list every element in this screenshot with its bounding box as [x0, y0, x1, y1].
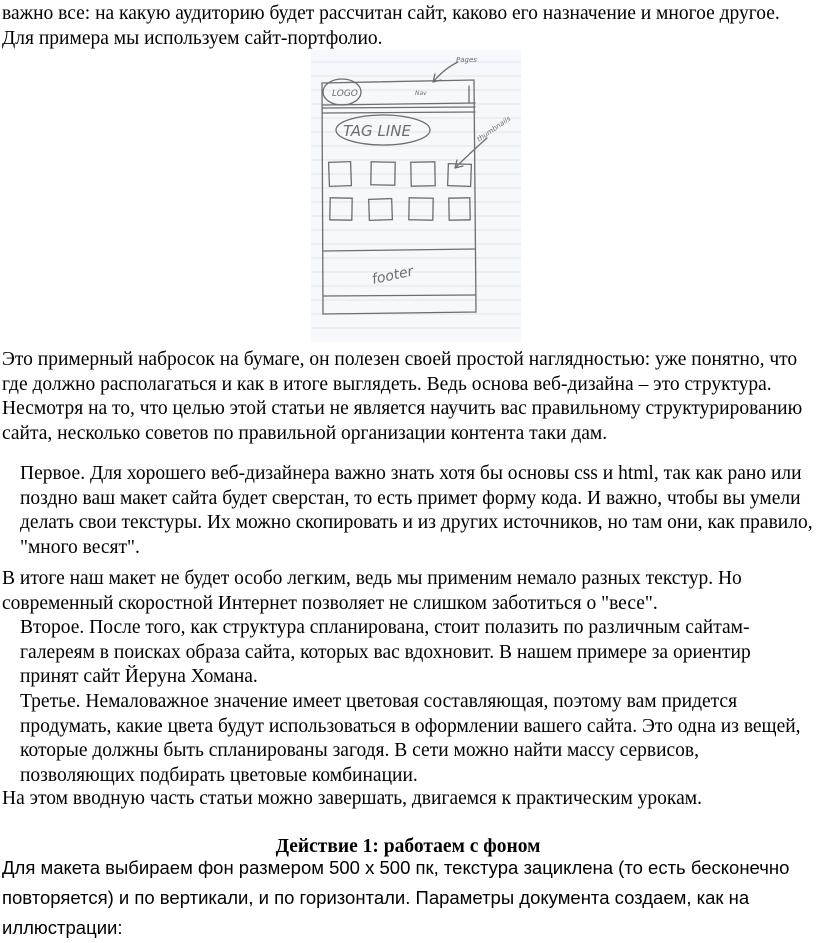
sketch-thumbnails-note: thumbnails [475, 114, 513, 144]
wireframe-sketch-image [311, 50, 521, 342]
paragraph-background: Для макета выбираем фон размером 500 x 500 пк, текстура зациклена (то есть бесконечно повторяется) и по вертикали, и по горизонтали. Параметры документа создаем, как на иллюстрации: [2, 857, 790, 938]
sketch-nav-label: Nav [415, 90, 427, 97]
sketch-logo-label: LOGO [332, 89, 358, 99]
section-heading: Действие 1: работаем с фоном [275, 836, 541, 857]
list-item-second: Второе. После того, как структура спланирована, стоит полазить по различным сайтам-галереям в поисках образа сайта, которых вас вдохновит. В нашем примере за ориентир принят сайт Йеруна Хомана. [20, 617, 751, 687]
paragraph-textures: В итоге наш макет не будет особо легким, ведь мы применим немало разных текстур. Но современный скоростной Интернет позволяет не слишком заботиться о "весе". [2, 568, 742, 614]
sketch-pages-note: Pages [456, 56, 477, 64]
list-item-third: Третье. Немаловажное значение имеет цветовая составляющая, поэтому вам придется продумать, какие цвета будут использоваться в оформлении вашего сайта. Это одна из вещей, которые должны быть спланированы загодя. В сети можно найти массу сервисов, позволяющих подбирать цветовые комбинации. [20, 691, 801, 786]
sketch-tagline-label: TAG LINE [343, 122, 411, 140]
list-item-first: Первое. Для хорошего веб-дизайнера важно знать хотя бы основы css и html, так как рано или поздно ваш макет сайта будет сверстан, то есть примет форму кода. И важно, чтобы вы умели делать свои текстуры. Их можно скопировать и из других источников, но там они, как правило, "много весят". [20, 463, 813, 558]
sketch-footer-label: footer [370, 263, 415, 288]
paragraph-conclusion: На этом вводную часть статьи можно завершать, двигаемся к практическим урокам. [2, 788, 702, 809]
paragraph-structure: Это примерный набросок на бумаге, он полезен своей простой наглядностью: уже понятно, что где должно располагаться и как в итоге выглядеть. Ведь основа веб-дизайна – это структура. Несмотря на то, что целью этой статьи не является научить вас правильному структурированию сайта, несколько советов по правильной организации контента таки дам. [2, 349, 803, 444]
intro-paragraph: важно все: на какую аудиторию будет рассчитан сайт, каково его назначение и многое другое. Для примера мы используем сайт-портфолио. [2, 3, 780, 49]
